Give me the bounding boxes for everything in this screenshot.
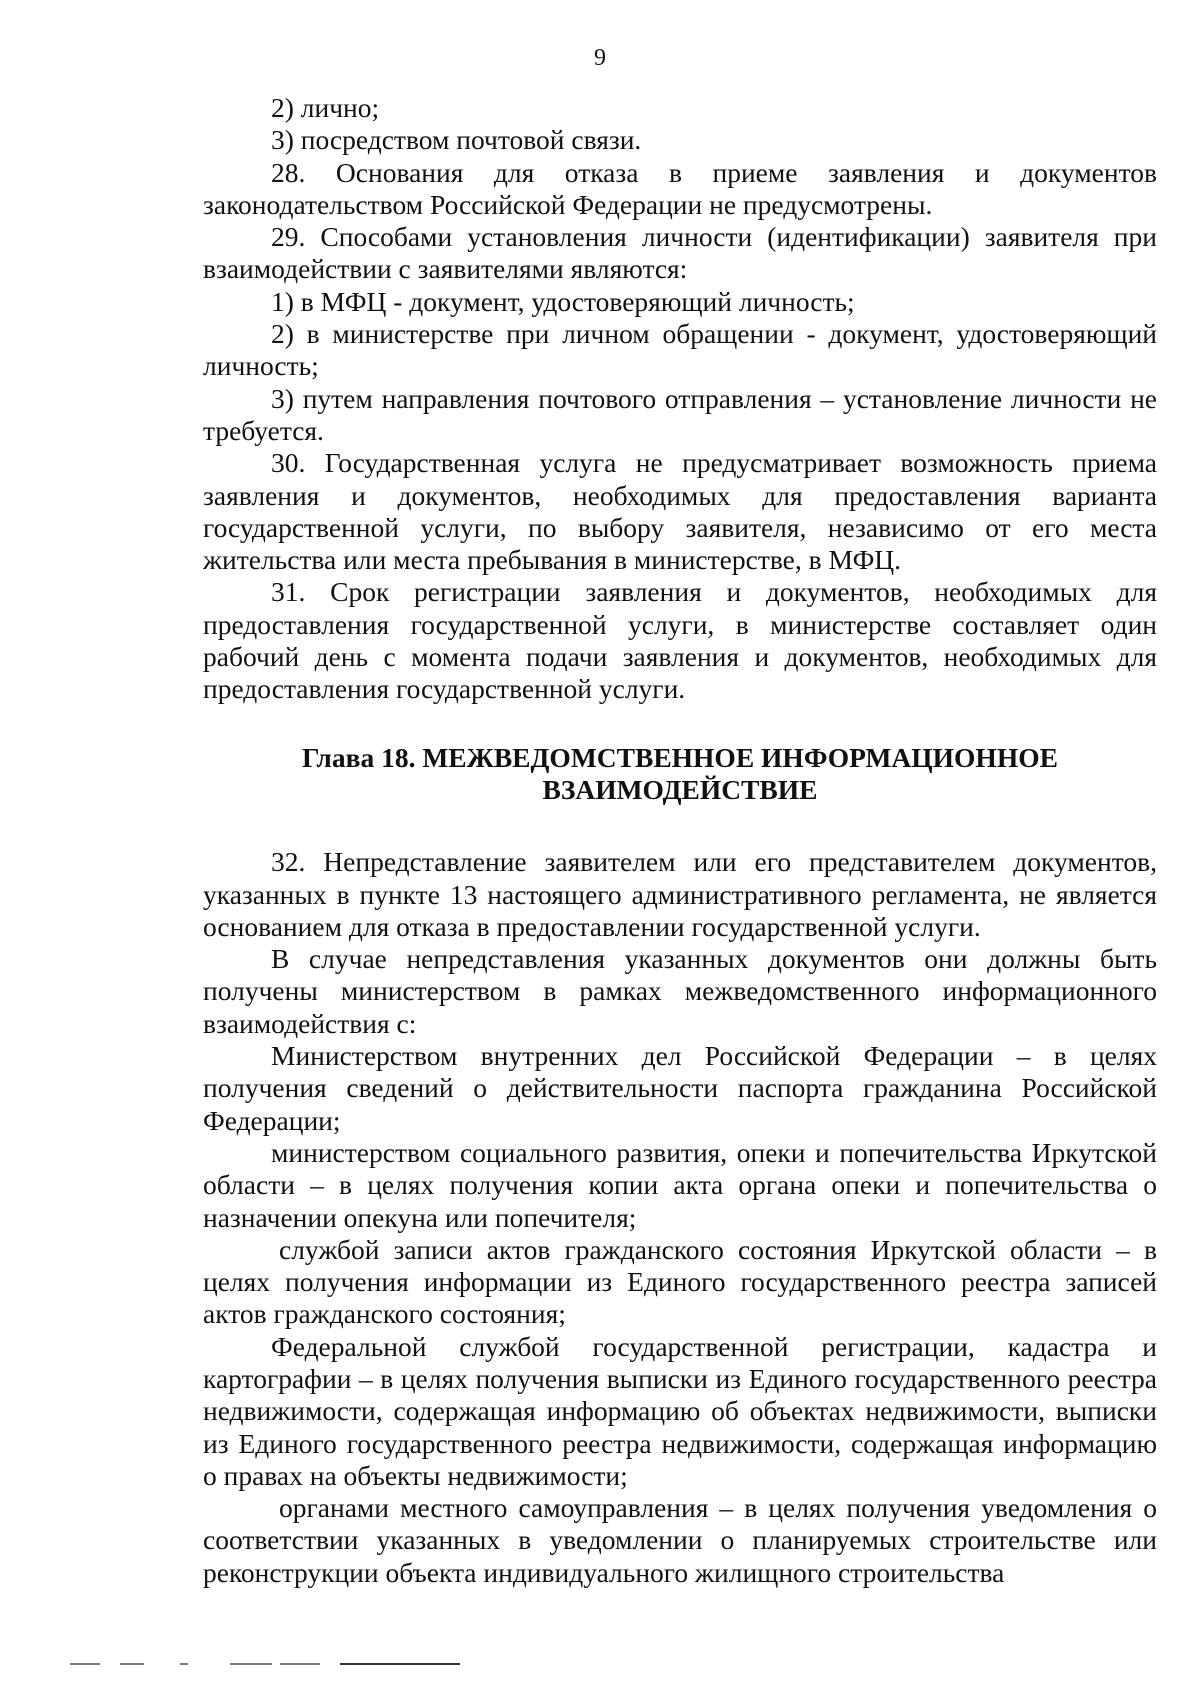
chapter-heading-line-2: ВЗАИМОДЕЙСТВИЕ [542, 773, 818, 805]
paragraph-31: 31. Срок регистрации заявления и документов, необходимых для предоставления государственной услуги, в министерстве составляет один рабочий день с момента подачи заявления и документов, необходимых для предоставления государственной услуги. [203, 576, 1157, 705]
scan-artifact-marks [70, 1663, 590, 1667]
paragraph-item-3-by-mail: 3) посредством почтовой связи. [271, 124, 642, 156]
paragraph-32-absent-documents: В случае непредставления указанных документов они должны быть получены министерством в рамках межведомственного информационного взаимодействия с: [203, 943, 1157, 1039]
paragraph-32-local-government: органами местного самоуправления – в целях получения уведомления о соответствии указанных в уведомлении о планируемых строительстве или реконструкции объекта индивидуального жилищного строительства [203, 1492, 1157, 1588]
chapter-heading-line-1: Глава 18. МЕЖВЕДОМСТВЕННОЕ ИНФОРМАЦИОННОЕ [302, 741, 1058, 773]
paragraph-32-zags: службой записи актов гражданского состояния Иркутской области – в целях получения информации из Единого государственного реестра записей актов гражданского состояния; [203, 1233, 1157, 1330]
paragraph-29: 29. Способами установления личности (идентификации) заявителя при взаимодействии с заявителями являются: [203, 221, 1157, 285]
page-number: 9 [594, 45, 606, 71]
paragraph-28: 28. Основания для отказа в приеме заявления и документов законодательством Российской Федерации не предусмотрены. [203, 156, 1157, 220]
paragraph-29-item-3: 3) путем направления почтового отправления – установление личности не требуется. [203, 382, 1157, 446]
document-body [203, 92, 1157, 1589]
paragraph-32-rosreestr: Федеральной службой государственной регистрации, кадастра и картографии – в целях получения выписки из Единого государственного реестра недвижимости, содержащая информацию об объектах недвижимости, выписки из Единого государственного реестра недвижимости, содержащая информацию о правах на объекты недвижимости; [203, 1330, 1157, 1491]
paragraph-30: 30. Государственная услуга не предусматривает возможность приема заявления и документов, необходимых для предоставления варианта государственной услуги, по выбору заявителя, независимо от его места жительства или места пребывания в министерстве, в МФЦ. [203, 447, 1157, 576]
chapter-heading [203, 706, 1157, 847]
paragraph-29-item-1: 1) в МФЦ - документ, удостоверяющий личность; [271, 285, 855, 317]
paragraph-32-social-ministry: министерством социального развития, опеки и попечительства Иркутской области – в целях получения копии акта органа опеки и попечительства о назначении опекуна или попечителя; [203, 1136, 1157, 1233]
paragraph-29-item-2: 2) в министерстве при личном обращении - документ, удостоверяющий личность; [203, 318, 1157, 382]
paragraph-32: 32. Непредставление заявителем или его представителем документов, указанных в пункте 13 настоящего административного регламента, не является основанием для отказа в предоставлении государственной услуги. [203, 846, 1157, 942]
paragraph-32-mvd: Министерством внутренних дел Российской Федерации – в целях получения сведений о действительности паспорта гражданина Российской Федерации; [203, 1040, 1157, 1136]
paragraph-item-2-in-person: 2) лично; [271, 92, 380, 123]
